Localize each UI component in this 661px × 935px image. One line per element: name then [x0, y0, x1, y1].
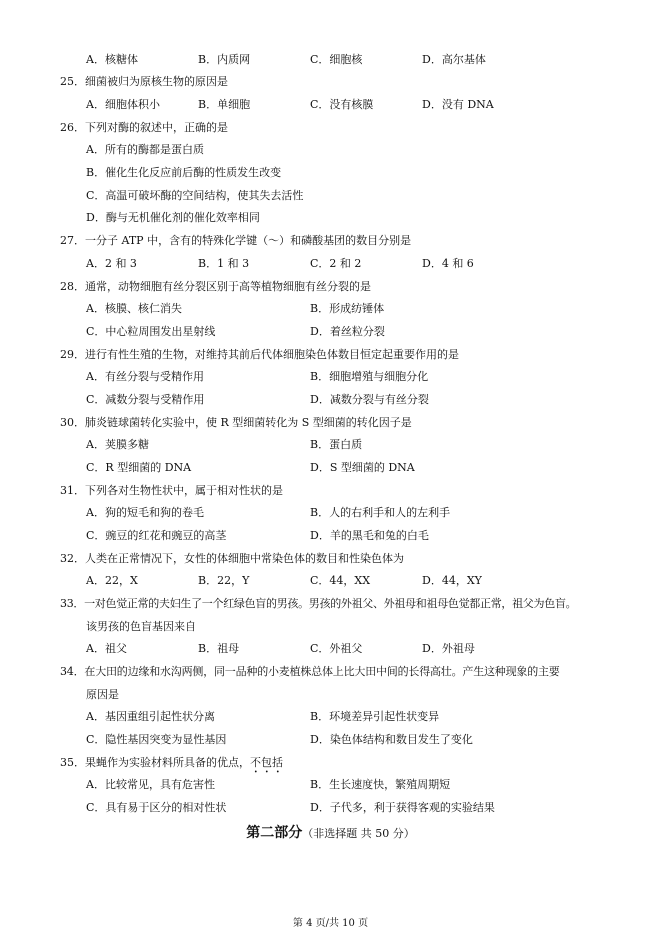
option-a: A．基因重组引起性状分离 — [86, 710, 215, 723]
option-d: D．羊的黑毛和兔的白毛 — [310, 529, 429, 542]
option-c: C．没有核膜 — [310, 98, 374, 111]
option-c: C．减数分裂与受精作用 — [86, 393, 205, 406]
option-d: D．S 型细菌的 DNA — [310, 461, 415, 474]
option-a: A．比较常见，具有危害性 — [86, 778, 215, 791]
section-subtitle: （非选择题 共 50 分） — [302, 827, 415, 840]
option-a: A．荚膜多糖 — [86, 438, 149, 451]
option-c: C．44，XX — [310, 574, 371, 587]
question-25: 25．细菌被归为原核生物的原因是 — [60, 75, 228, 88]
question-33-continued: 该男孩的色盲基因来自 — [86, 620, 196, 633]
option-d: D．酶与无机催化剂的催化效率相同 — [86, 211, 260, 224]
question-34-continued: 原因是 — [86, 688, 119, 701]
option-b: B．蛋白质 — [310, 438, 363, 451]
question-31: 31．下列各对生物性状中，属于相对性状的是 — [60, 484, 283, 497]
question-32: 32．人类在正常情况下，女性的体细胞中常染色体的数目和性染色体为 — [60, 552, 404, 565]
option-c: C．2 和 2 — [310, 257, 362, 270]
option-b: B．形成纺锤体 — [310, 302, 385, 315]
option-b: B．人的右利手和人的左利手 — [310, 506, 451, 519]
option-a: A．有丝分裂与受精作用 — [86, 370, 204, 383]
option-d: D．子代多，利于获得客观的实验结果 — [310, 801, 495, 814]
question-26: 26．下列对酶的叙述中，正确的是 — [60, 121, 228, 134]
option-c: C．R 型细菌的 DNA — [86, 461, 192, 474]
option-d: D．没有 DNA — [422, 98, 494, 111]
option-b: B．祖母 — [198, 642, 240, 655]
option-b: B．催化生化反应前后酶的性质发生改变 — [86, 166, 282, 179]
option-d: D．高尔基体 — [422, 53, 486, 66]
option-c: C．高温可破坏酶的空间结构，使其失去活性 — [86, 189, 304, 202]
question-28: 28．通常，动物细胞有丝分裂区别于高等植物细胞有丝分裂的是 — [60, 280, 371, 293]
question-30: 30．肺炎链球菌转化实验中，使 R 型细菌转化为 S 型细菌的转化因子是 — [60, 416, 412, 429]
page-number: 第 4 页/共 10 页 — [292, 918, 369, 929]
option-c: C．外祖父 — [310, 642, 363, 655]
option-d: D．44，XY — [422, 574, 482, 587]
question-27: 27．一分子 ATP 中，含有的特殊化学键（～）和磷酸基团的数目分别是 — [60, 234, 412, 247]
option-b: B．22，Y — [198, 574, 250, 587]
emphasis-text: 不包括 — [250, 756, 283, 769]
option-c: C．隐性基因突变为显性基因 — [86, 733, 227, 746]
option-a: A．核膜、核仁消失 — [86, 302, 182, 315]
question-34: 34．在大田的边缘和水沟两侧，同一品种的小麦植株总体上比大田中间的长得高壮。产生这种现象的主要 — [60, 665, 560, 678]
section-heading — [0, 824, 661, 843]
option-d: D．染色体结构和数目发生了变化 — [310, 733, 473, 746]
option-a: A．所有的酶都是蛋白质 — [86, 143, 204, 156]
option-d: D．着丝粒分裂 — [310, 325, 385, 338]
question-35: 35．果蝇作为实验材料所具备的优点，不包括 — [60, 756, 283, 769]
option-a: A．细胞体积小 — [86, 98, 160, 111]
question-33: 33．一对色觉正常的夫妇生了一个红绿色盲的男孩。男孩的外祖父、外祖母和祖母色觉都正常，祖父为色盲。 — [60, 597, 577, 610]
option-d: D．减数分裂与有丝分裂 — [310, 393, 429, 406]
option-b: B．生长速度快，繁殖周期短 — [310, 778, 451, 791]
option-d: D．外祖母 — [422, 642, 475, 655]
option-c: C．豌豆的红花和豌豆的高茎 — [86, 529, 227, 542]
option-b: B．1 和 3 — [198, 257, 250, 270]
option-a: A．2 和 3 — [86, 257, 137, 270]
option-b: B．细胞增殖与细胞分化 — [310, 370, 429, 383]
section-title: 第二部分 — [246, 825, 303, 841]
option-d: D．4 和 6 — [422, 257, 474, 270]
option-a: A．22，X — [86, 574, 138, 587]
option-b: B．环境差异引起性状变异 — [310, 710, 440, 723]
option-b: B．单细胞 — [198, 98, 251, 111]
option-c: C．具有易于区分的相对性状 — [86, 801, 227, 814]
option-b: B．内质网 — [198, 53, 251, 66]
question-29: 29．进行有性生殖的生物，对维持其前后代体细胞染色体数目恒定起重要作用的是 — [60, 348, 459, 361]
option-a: A．狗的短毛和狗的卷毛 — [86, 506, 204, 519]
option-c: C．细胞核 — [310, 53, 363, 66]
option-a: A．祖父 — [86, 642, 127, 655]
option-a: A．核糖体 — [86, 53, 138, 66]
option-c: C．中心粒周围发出星射线 — [86, 325, 216, 338]
